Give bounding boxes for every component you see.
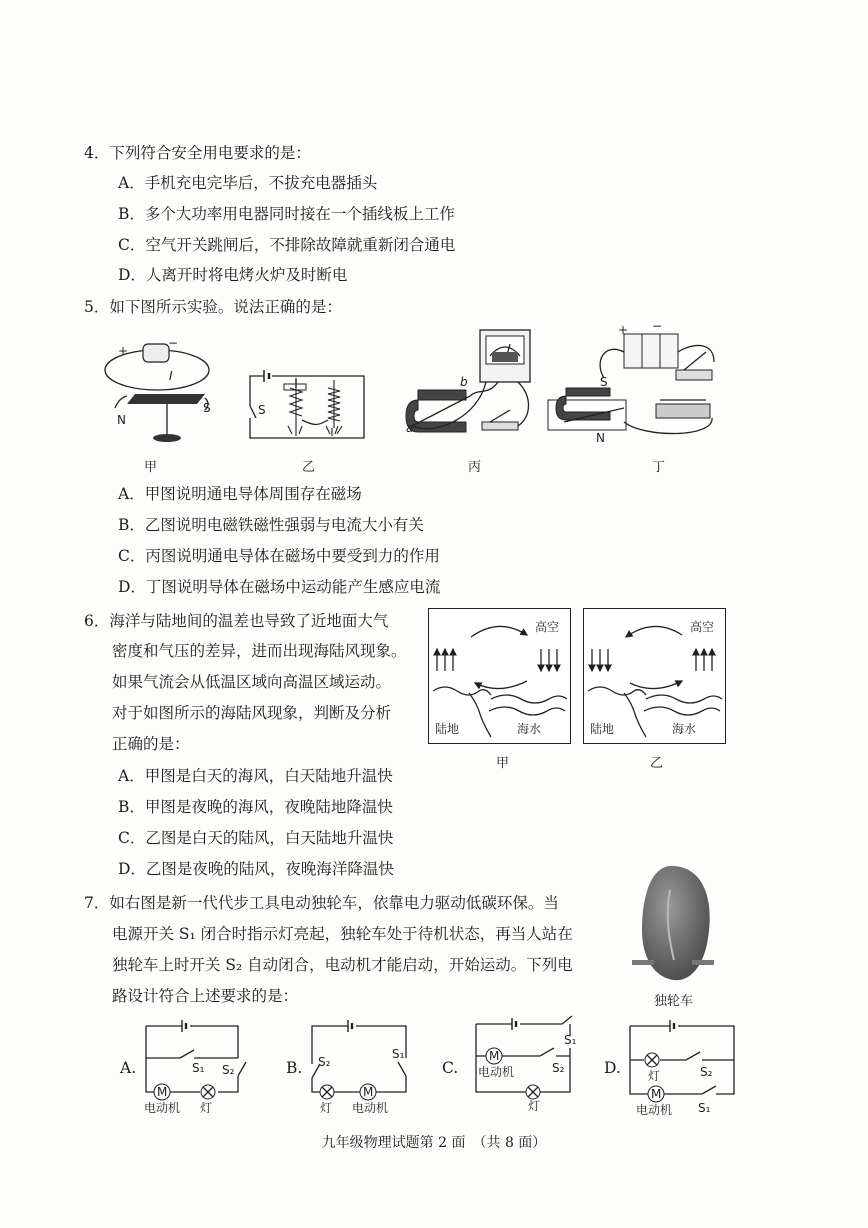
circuit-b-m: M [363, 1085, 374, 1099]
q4-option-b: B．多个大功率用电器同时接在一个插线板上工作 [118, 205, 455, 223]
circuit-d-m: M [651, 1087, 662, 1101]
q4-option-c: C．空气开关跳闸后，不排除故障就重新闭合通电 [118, 236, 456, 254]
q6-stem-line-2: 密度和气压的差异，进而出现海陆风现象。 [112, 642, 407, 660]
jia-current: I [169, 369, 173, 383]
unicycle-photo [630, 860, 720, 985]
ding-plus: + [618, 323, 629, 337]
q6-stem-line-3: 如果气流会从低温区域向高温区域运动。 [112, 673, 392, 691]
yi-switch: S [258, 403, 266, 417]
circuit-d-s1: S₁ [698, 1101, 711, 1115]
circuit-a-s2: S₂ [222, 1063, 235, 1077]
circuit-c-lamp: 灯 [528, 1099, 541, 1113]
circuit-d-label: D. [604, 1059, 621, 1077]
jia-plus: + [118, 344, 129, 358]
q5-option-c: C．丙图说明通电导体在磁场中要受到力的作用 [118, 547, 440, 565]
circuit-d-motor: 电动机 [636, 1103, 673, 1117]
q7-stem-line-4: 路设计符合上述要求的是： [112, 987, 299, 1005]
yi-land: 陆地 [590, 722, 615, 736]
circuit-b-lamp: 灯 [320, 1101, 333, 1115]
ding-south: S [600, 375, 608, 389]
jia-sea: 海水 [517, 722, 542, 736]
circuit-b-motor: 电动机 [352, 1101, 389, 1115]
jia-high-altitude: 高空 [535, 620, 560, 634]
q5-option-d: D．丁图说明导体在磁场中运动能产生感应电流 [118, 578, 441, 596]
ding-north: N [596, 431, 605, 445]
jia-north: N [117, 413, 126, 427]
q5-figure-ding [544, 319, 724, 445]
jia-land: 陆地 [435, 722, 460, 736]
circuit-a-motor: 电动机 [144, 1101, 181, 1115]
circuit-d-lamp: 灯 [648, 1069, 661, 1083]
q5-option-b: B．乙图说明电磁铁磁性强弱与电流大小有关 [118, 516, 424, 534]
yi-high-altitude: 高空 [690, 620, 715, 634]
q6-stem-line-5: 正确的是： [112, 735, 190, 753]
circuit-b-label: B. [286, 1059, 303, 1077]
circuit-c-motor: 电动机 [478, 1065, 515, 1079]
q5-figure-jia [105, 338, 225, 448]
q6-stem-line-4: 对于如图所示的海陆风现象，判断及分析 [112, 704, 392, 722]
circuit-d [622, 1014, 742, 1118]
q6-caption-jia: 甲 [496, 756, 510, 771]
circuit-c [470, 1012, 580, 1112]
q7-stem-line-1: 7．如右图是新一代代步工具电动独轮车，依靠电力驱动低碳环保。当 [84, 894, 559, 912]
circuit-b-s1: S₁ [392, 1047, 405, 1061]
q6-option-d: D．乙图是夜晚的陆风，夜晚海洋降温快 [118, 860, 394, 878]
q6-option-a: A．甲图是白天的海风，白天陆地升温快 [118, 767, 393, 785]
circuit-b [306, 1018, 416, 1114]
q6-caption-yi: 乙 [650, 756, 664, 771]
q6-option-b: B．甲图是夜晚的海风，夜晚陆地降温快 [118, 798, 393, 816]
q6-stem-line-1: 6．海洋与陆地间的温差也导致了近地面大气 [84, 612, 389, 630]
jia-minus: − [168, 336, 179, 350]
q7-stem-line-3: 独轮车上时开关 S₂ 自动闭合，电动机才能启动，开始运动。下列电 [112, 956, 573, 974]
circuit-d-s2: S₂ [700, 1065, 713, 1079]
q5-caption-yi: 乙 [302, 460, 316, 475]
circuit-a-lamp: 灯 [200, 1101, 213, 1115]
circuit-c-label: C. [442, 1059, 459, 1077]
jia-south: S [203, 401, 211, 415]
page-footer: 九年级物理试题第 2 面 （共 8 面） [321, 1135, 547, 1151]
ding-minus: − [652, 319, 663, 333]
q4-option-a: A．手机充电完毕后，不拔充电器插头 [118, 174, 378, 192]
circuit-c-m: M [489, 1049, 500, 1063]
circuit-a-s1: S₁ [192, 1061, 205, 1075]
circuit-c-s2: S₂ [552, 1061, 565, 1075]
circuit-a-label: A. [120, 1059, 137, 1077]
q4-stem: 4．下列符合安全用电要求的是： [84, 144, 311, 162]
q6-figure-yi [583, 608, 726, 744]
q4-option-d: D．人离开时将电烤火炉及时断电 [118, 266, 348, 284]
bing-b: b [460, 375, 468, 389]
q6-figure-jia [428, 608, 571, 744]
circuit-b-s2: S₂ [318, 1055, 331, 1069]
yi-sea: 海水 [672, 722, 697, 736]
q5-caption-bing: 丙 [468, 460, 482, 475]
q5-figure-yi [244, 366, 374, 442]
circuit-a-m: M [157, 1085, 168, 1099]
q5-option-a: A．甲图说明通电导体周围存在磁场 [118, 485, 362, 503]
unicycle-caption: 独轮车 [654, 994, 694, 1009]
q5-stem: 5．如下图所示实验。说法正确的是： [84, 298, 342, 316]
q6-option-c: C．乙图是白天的陆风，白天陆地升温快 [118, 829, 394, 847]
circuit-c-s1: S₁ [564, 1033, 577, 1047]
q5-caption-jia: 甲 [144, 460, 158, 475]
q5-caption-ding: 丁 [652, 460, 666, 475]
bing-a: a [406, 421, 414, 435]
q7-stem-line-2: 电源开关 S₁ 闭合时指示灯亮起，独轮车处于待机状态，再当人站在 [112, 925, 573, 943]
q5-figure-bing [398, 326, 538, 442]
circuit-a [140, 1018, 250, 1114]
